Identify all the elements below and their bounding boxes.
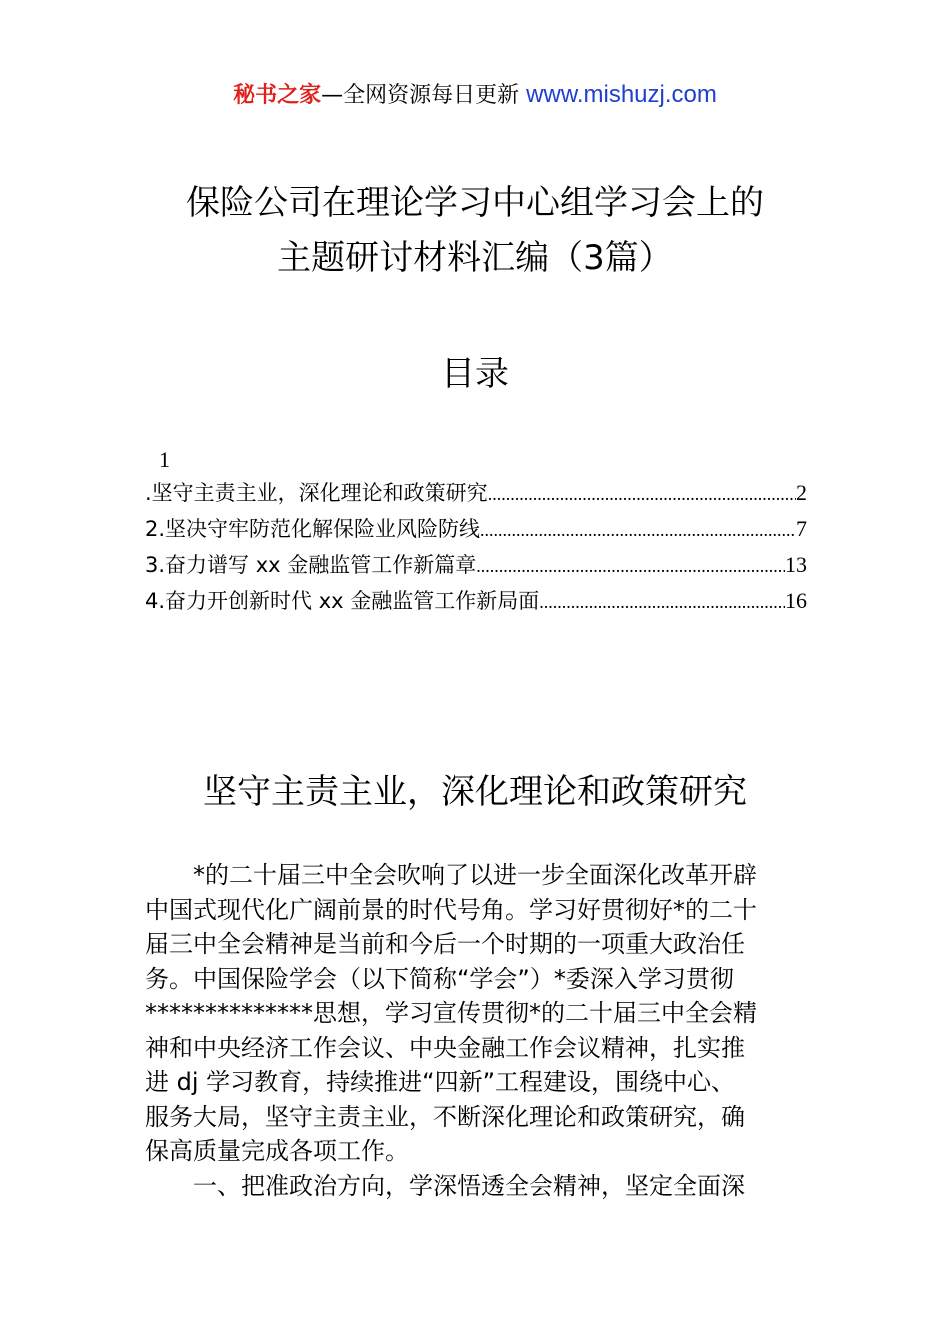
- site-slogan: —全网资源每日更新: [321, 83, 520, 108]
- toc-dot-leader: [476, 548, 785, 584]
- paragraph-line: 服务大局，坚守主责主业，不断深化理论和政策研究，确: [145, 1102, 745, 1131]
- paragraph-line: 进 dj 学习教育，持续推进“四新”工程建设，围绕中心、: [145, 1068, 736, 1096]
- section-body: [145, 858, 807, 1203]
- paragraph-line: 务。中国保险学会（以下简称“学会”）*委深入学习贯彻: [145, 964, 734, 993]
- paragraph-2: [145, 1169, 807, 1204]
- toc-first-number: 1: [159, 447, 170, 472]
- toc-entry-page: 7: [796, 516, 807, 541]
- toc-entry-3[interactable]: [145, 547, 807, 583]
- toc-entry-page: 13: [785, 552, 807, 577]
- paragraph-line: *的二十届三中全会吹响了以进一步全面深化改革开辟: [193, 861, 757, 889]
- toc-entry-1[interactable]: [145, 475, 807, 511]
- paragraph-line: 中国式现代化广阔前景的时代号角。学习好贯彻好*的二十: [145, 895, 757, 924]
- site-url-link[interactable]: www.mishuzj.com: [526, 81, 717, 108]
- toc-entry-4[interactable]: [145, 583, 807, 619]
- toc-entry-page: 16: [785, 588, 807, 613]
- toc-entry-label: 2.坚决守牢防范化解保险业风险防线: [145, 517, 481, 541]
- toc-entry-label: .坚守主责主业，深化理论和政策研究: [145, 481, 488, 505]
- toc-dot-leader: [488, 476, 796, 512]
- paragraph-line: 保高质量完成各项工作。: [145, 1137, 409, 1165]
- section-title: 坚守主责主业，深化理论和政策研究: [203, 772, 747, 812]
- paragraph-line: 届三中全会精神是当前和今后一个时期的一项重大政治任: [145, 930, 745, 958]
- toc-entry-label: 4.奋力开创新时代 xx 金融监管工作新局面: [145, 589, 540, 613]
- document-title-line-2: 主题研讨材料汇编（3篇）: [277, 238, 673, 278]
- table-of-contents: [145, 445, 807, 619]
- document-title-line-1: 保险公司在理论学习中心组学习会上的: [186, 183, 764, 223]
- paragraph-line: 神和中央经济工作会议、中央金融工作会议精神，扎实推: [145, 1033, 745, 1062]
- paragraph-1: [145, 858, 807, 1169]
- paragraph-line: 一、把准政治方向，学深悟透全会精神，坚定全面深: [193, 1171, 745, 1200]
- paragraph-line: **************思想，学习宣传贯彻*的二十届三中全会精: [145, 999, 757, 1027]
- toc-entry-2[interactable]: [145, 511, 807, 547]
- toc-dot-leader: [480, 512, 796, 548]
- site-name: 秘书之家: [233, 83, 322, 108]
- toc-entry-page: 2: [796, 480, 807, 505]
- document-title: [0, 176, 950, 286]
- toc-entry-label: 3.奋力谱写 xx 金融监管工作新篇章: [145, 553, 477, 577]
- toc-heading: 目录: [441, 354, 509, 394]
- site-header: [0, 80, 950, 111]
- toc-dot-leader: [539, 584, 785, 620]
